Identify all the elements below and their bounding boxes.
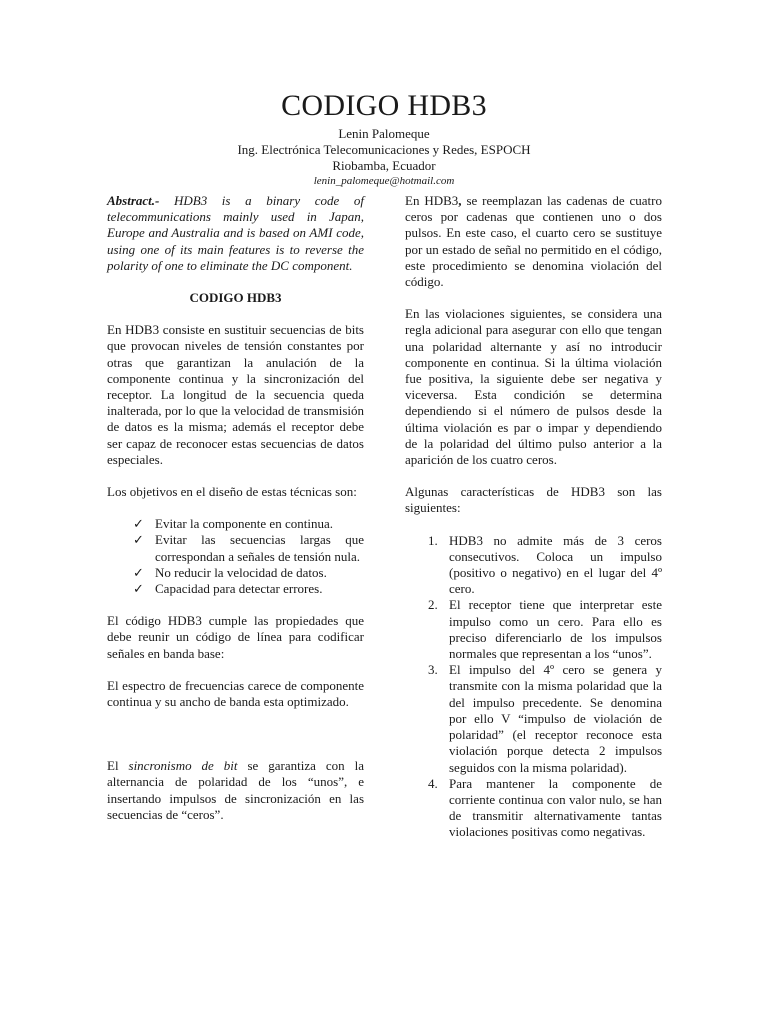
left-paragraph-5: El sincronismo de bit se garantiza con la alternancia de polaridad de los “unos”, e insertando impulsos de sincronización en las secuencias de “ceros”. <box>107 758 364 822</box>
left-column <box>107 193 364 823</box>
left-paragraph-3: El código HDB3 cumple las propiedades que debe reunir un código de línea para codificar señales en banda base: <box>107 613 364 661</box>
paper-header <box>0 88 768 188</box>
checkmark-icon: ✓ <box>133 516 144 532</box>
list-item: ✓ Evitar la componente en continua. <box>133 516 333 532</box>
abstract-label: Abstract.- <box>107 193 160 208</box>
list-number: 3. <box>428 662 438 678</box>
checkmark-icon: ✓ <box>133 532 144 548</box>
list-number: 4. <box>428 775 438 791</box>
right-paragraph-1: En HDB3, se reemplazan las cadenas de cuatro ceros por cadenas que contienen uno o dos pulsos. En este caso, el cuarto cero se sustituye por un estado de señal no permitido en el código, este procedimiento se denomina violación del código. <box>405 193 662 290</box>
list-item: 2. El receptor tiene que interpretar este impulso como un cero. Para ello es preciso diferenciarlo de los impulsos normales que representan a los “unos”. <box>428 597 662 662</box>
author-name: Lenin Palomeque <box>338 126 430 141</box>
emphasis-text: sincronismo de bit <box>128 758 238 774</box>
list-item: ✓ Capacidad para detectar errores. <box>133 581 323 597</box>
list-item: 1. HDB3 no admite más de 3 ceros consecutivos. Coloca un impulso (positivo o negativo) en el lugar del 4º cero. <box>428 532 662 597</box>
checkmark-icon: ✓ <box>133 581 144 597</box>
paper-title: CODIGO HDB3 <box>281 89 487 122</box>
left-paragraph-1: En HDB3 consiste en sustituir secuencias de bits que provocan niveles de tensión constantes por otras que garantizan la anulación de la componente continua y la sincronización del receptor. La longitud de la secuencia queda inalterada, por lo que la velocidad de transmisión de datos es la misma; además el receptor debe ser capaz de reconocer estas secuencias de datos especiales. <box>107 322 364 467</box>
characteristics-list <box>405 533 662 841</box>
right-paragraph-2: En las violaciones siguientes, se considera una regla adicional para asegurar con ello que tengan una polaridad alternante y así no introducir componente en continua. Si la última violación fue positiva, la siguiente debe ser negativa y viceversa. Esta condición se determina dependiendo si el número de pulsos desde la última violación es par o impar y dependiendo de la polaridad del último pulso anterior a la aparición de los cuatro ceros. <box>405 306 662 468</box>
list-item: 3. El impulso del 4º cero se genera y transmite con la misma polaridad que la del impulso precedente. Se denomina por ello V “impulso de violación de polaridad” (el receptor reconoce esta violación porque detecta 2 impulsos seguidos con la misma polaridad). <box>428 662 662 775</box>
right-paragraph-3: Algunas características de HDB3 son las siguientes: <box>405 484 662 516</box>
left-paragraph-2: Los objetivos en el diseño de estas técnicas son: <box>107 484 357 500</box>
section-heading: CODIGO HDB3 <box>189 290 282 306</box>
list-item: ✓ Evitar las secuencias largas que correspondan a señales de tensión nula. <box>133 532 364 564</box>
list-item: ✓ No reducir la velocidad de datos. <box>133 564 327 580</box>
objectives-list <box>107 516 364 597</box>
right-column <box>405 193 662 841</box>
author-affiliation: Ing. Electrónica Telecomunicaciones y Redes, ESPOCH <box>237 142 531 157</box>
abstract-text: HDB3 is a binary code of telecommunications mainly used in Japan, Europe and Australia and is based on AMI code, using one of its main features is to reverse the polarity of one to eliminate the DC component. <box>107 193 364 273</box>
author-email: lenin_palomeque@hotmail.com <box>313 175 455 187</box>
checkmark-icon: ✓ <box>133 564 144 580</box>
list-number: 2. <box>428 597 438 613</box>
author-location: Riobamba, Ecuador <box>332 158 436 173</box>
list-number: 1. <box>428 532 438 548</box>
left-paragraph-4: El espectro de frecuencias carece de componente continua y su ancho de banda esta optimizado. <box>107 677 364 710</box>
list-item: 4. Para mantener la componente de corriente continua con valor nulo, se han de transmitir alternativamente tantas violaciones positivas como negativas. <box>428 775 662 840</box>
abstract <box>107 193 364 274</box>
